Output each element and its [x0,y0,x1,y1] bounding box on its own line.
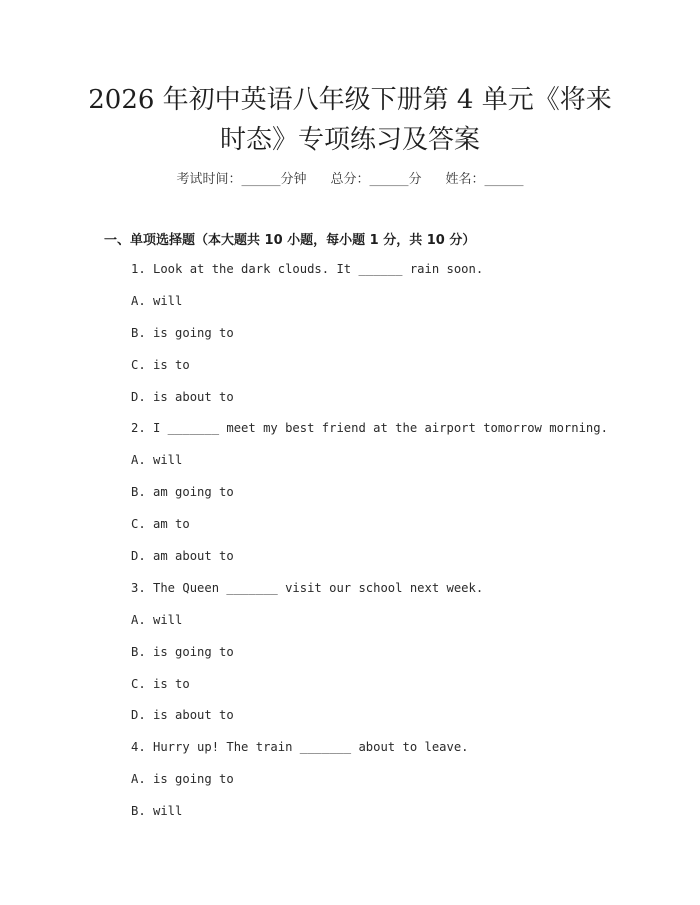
exam-time: 考试时间：______分钟 [176,172,307,187]
question-4: 4. Hurry up! The train _______ about to leave. [131,740,469,755]
total-score: 总分：______分 [330,172,422,187]
question-1-option-a: A. will [131,293,183,308]
question-2: 2. I _______ meet my best friend at the airport tomorrow morning. [131,421,608,436]
exam-info [0,168,700,187]
title-line-2: 时态》专项练习及答案 [219,125,480,155]
question-3: 3. The Queen _______ visit our school next week. [131,580,484,595]
question-2-option-d: D. am about to [131,549,234,564]
question-2-option-b: B. am going to [131,485,234,500]
question-1: 1. Look at the dark clouds. It ______ rain soon. [131,262,484,276]
question-2-option-a: A. will [131,453,183,468]
section-heading: 一、单项选择题（本大题共 10 小题，每小题 1 分，共 10 分） [104,233,476,248]
title-line-1: 2026 年初中英语八年级下册第 4 单元《将来 [88,85,612,115]
question-3-option-b: B. is going to [131,644,234,659]
student-name: 姓名：______ [445,172,524,187]
question-4-option-a: A. is going to [131,772,234,787]
question-1-option-d: D. is about to [131,389,234,404]
question-1-option-c: C. is to [131,357,190,372]
question-3-option-d: D. is about to [131,708,234,723]
question-3-option-a: A. will [131,612,183,627]
document-title [60,80,640,160]
question-4-option-b: B. will [131,804,183,819]
question-1-option-b: B. is going to [131,325,234,340]
question-3-option-c: C. is to [131,676,190,691]
question-list [131,259,651,833]
question-2-option-c: C. am to [131,517,190,532]
